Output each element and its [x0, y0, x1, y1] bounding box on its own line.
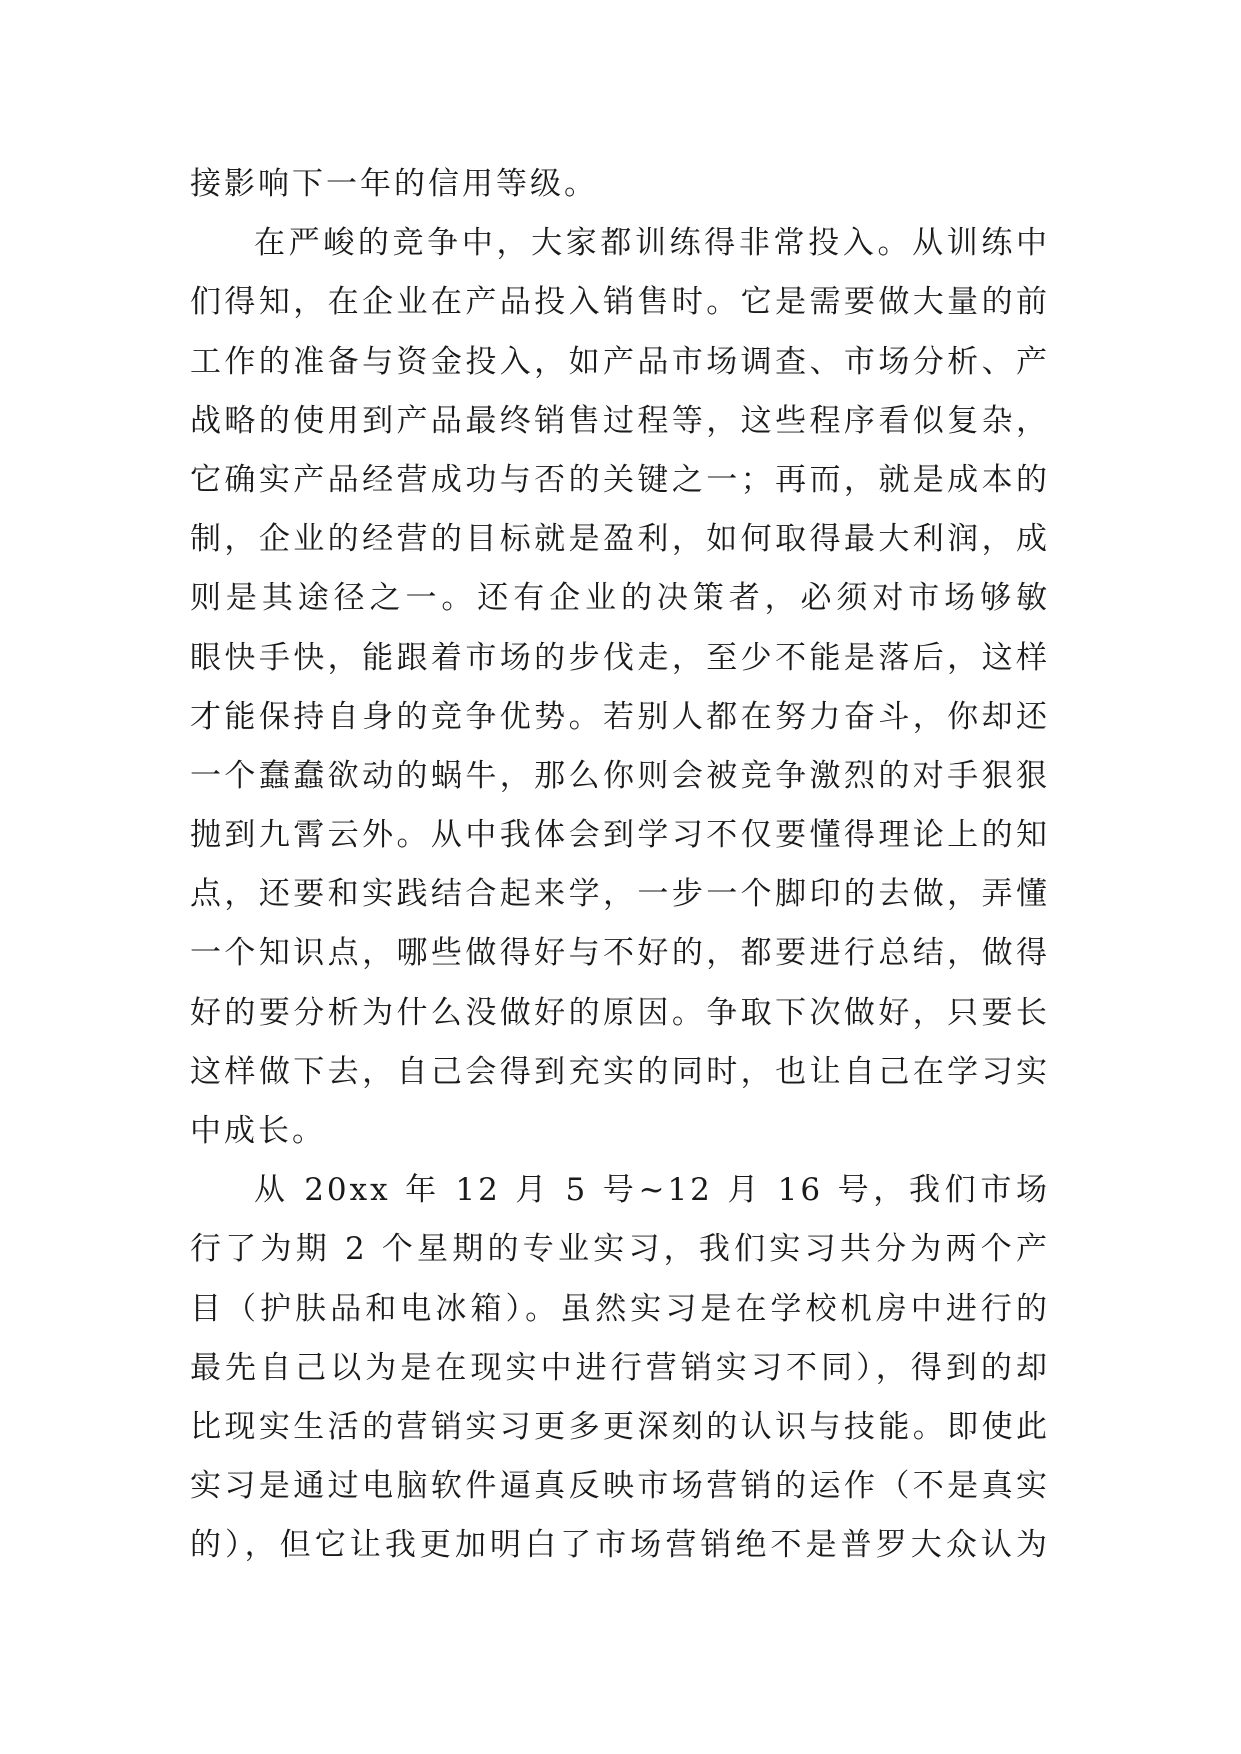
text-line: 在严峻的竞争中，大家都训练得非常投入。从训练中 — [254, 225, 1050, 262]
text-line: 抛到九霄云外。从中我体会到学习不仅要懂得理论上的知 — [190, 817, 1050, 854]
text-line: 则是其途径之一。还有企业的决策者，必须对市场够敏 — [190, 580, 1050, 617]
text-line: 接影响下一年的信用等级。 — [190, 166, 598, 202]
text-line: 目（护肤品和电冰箱）。虽然实习是在学校机房中进行的 — [190, 1290, 1050, 1327]
text-line: 一个知识点，哪些做得好与不好的，都要进行总结，做得 — [190, 935, 1050, 972]
text-line: 才能保持自身的竞争优势。若别人都在努力奋斗，你却还 — [190, 698, 1050, 735]
text-line: 实习是通过电脑软件逼真反映市场营销的运作（不是真实 — [190, 1468, 1050, 1505]
text-line: 这样做下去，自己会得到充实的同时，也让自己在学习实 — [190, 1053, 1050, 1090]
document-body — [190, 155, 1050, 1576]
text-line: 工作的准备与资金投入，如产品市场调查、市场分析、产 — [190, 343, 1050, 380]
text-line: 眼快手快，能跟着市场的步伐走，至少不能是落后，这样 — [190, 639, 1050, 676]
text-line: 们得知，在企业在产品投入销售时。它是需要做大量的前 — [190, 284, 1050, 321]
text-line: 它确实产品经营成功与否的关键之一；再而，就是成本的 — [190, 461, 1050, 498]
text-line: 点，还要和实践结合起来学，一步一个脚印的去做，弄懂 — [190, 876, 1050, 913]
text-line: 一个蠢蠢欲动的蜗牛，那么你则会被竞争激烈的对手狠狠 — [190, 757, 1050, 794]
text-line: 好的要分析为什么没做好的原因。争取下次做好，只要长 — [190, 994, 1050, 1031]
text-line: 制，企业的经营的目标就是盈利，如何取得最大利润，成 — [190, 521, 1050, 558]
text-line: 战略的使用到产品最终销售过程等，这些程序看似复杂， — [190, 402, 1050, 439]
text-line: 行了为期 2 个星期的专业实习，我们实习共分为两个产 — [190, 1231, 1050, 1268]
text-line: 比现实生活的营销实习更多更深刻的认识与技能。即使此 — [190, 1408, 1050, 1445]
text-line: 的），但它让我更加明白了市场营销绝不是普罗大众认为 — [190, 1527, 1050, 1564]
text-line: 最先自己以为是在现实中进行营销实习不同），得到的却 — [190, 1349, 1050, 1386]
text-line: 从 20xx 年 12 月 5 号~12 月 16 号，我们市场 — [254, 1172, 1050, 1209]
text-line: 中成长。 — [190, 1113, 326, 1149]
